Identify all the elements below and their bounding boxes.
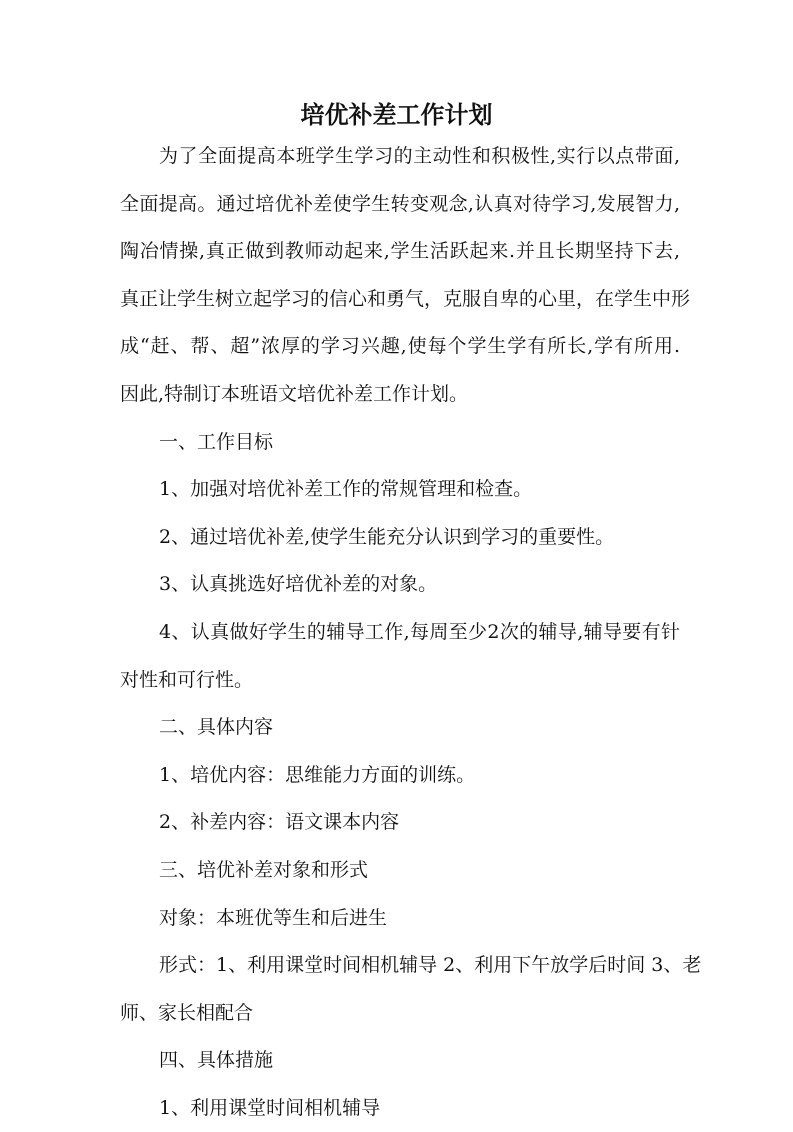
paragraph [120, 419, 680, 467]
text-line: 形式：1、利用课堂时间相机辅导 2、利用下午放学后时间 3、老 [159, 954, 702, 977]
text-line: 成“赶、帮、超”浓厚的学习兴趣,使每个学生学有所长,学有所用. [120, 335, 680, 358]
paragraph [120, 609, 680, 704]
text-line: 为了全面提高本班学生学习的主动性和积极性,实行以点带面, [159, 145, 680, 167]
paragraph [120, 1037, 680, 1085]
text-line: 对性和可行性。 [120, 668, 254, 691]
text-line: 师、家长相配合 [120, 1001, 254, 1024]
document-title: 培优补差工作计划 [300, 100, 493, 129]
text-line: 一、工作目标 [159, 430, 274, 453]
paragraph [120, 466, 680, 514]
text-line: 陶冶情操,真正做到教师动起来,学生活跃起来.并且长期坚持下去, [120, 240, 680, 263]
text-line: 3、认真挑选好培优补差的对象。 [159, 573, 438, 596]
text-line: 2、补差内容：语文课本内容 [159, 811, 400, 834]
paragraph [120, 1085, 680, 1132]
paragraph [120, 704, 680, 752]
text-line: 1、加强对培优补差工作的常规管理和检查。 [159, 478, 533, 501]
text-line: 因此,特制订本班语文培优补差工作计划。 [120, 382, 469, 405]
text-line: 四、具体措施 [159, 1049, 274, 1072]
text-line: 真正让学生树立起学习的信心和勇气，克服自卑的心里，在学生中形 [120, 287, 691, 310]
text-line: 1、利用课堂时间相机辅导 [159, 1096, 381, 1119]
text-line: 三、培优补差对象和形式 [159, 858, 369, 881]
text-line: 2、通过培优补差,使学生能充分认识到学习的重要性。 [159, 525, 615, 548]
text-line: 二、具体内容 [159, 716, 274, 739]
paragraph [120, 133, 691, 419]
paragraph [120, 942, 702, 1037]
text-line: 1、培优内容：思维能力方面的训练。 [159, 763, 476, 786]
paragraph [120, 514, 680, 562]
paragraph [120, 752, 680, 800]
paragraph [120, 895, 680, 943]
text-line: 全面提高。通过培优补差使学生转变观念,认真对待学习,发展智力, [120, 192, 680, 215]
text-line: 对象：本班优等生和后进生 [159, 906, 388, 929]
paragraph [120, 847, 680, 895]
paragraph [120, 561, 680, 609]
document-body [120, 133, 702, 1132]
paragraph [120, 799, 680, 847]
text-line: 4、认真做好学生的辅导工作,每周至少2次的辅导,辅导要有针 [159, 620, 680, 643]
